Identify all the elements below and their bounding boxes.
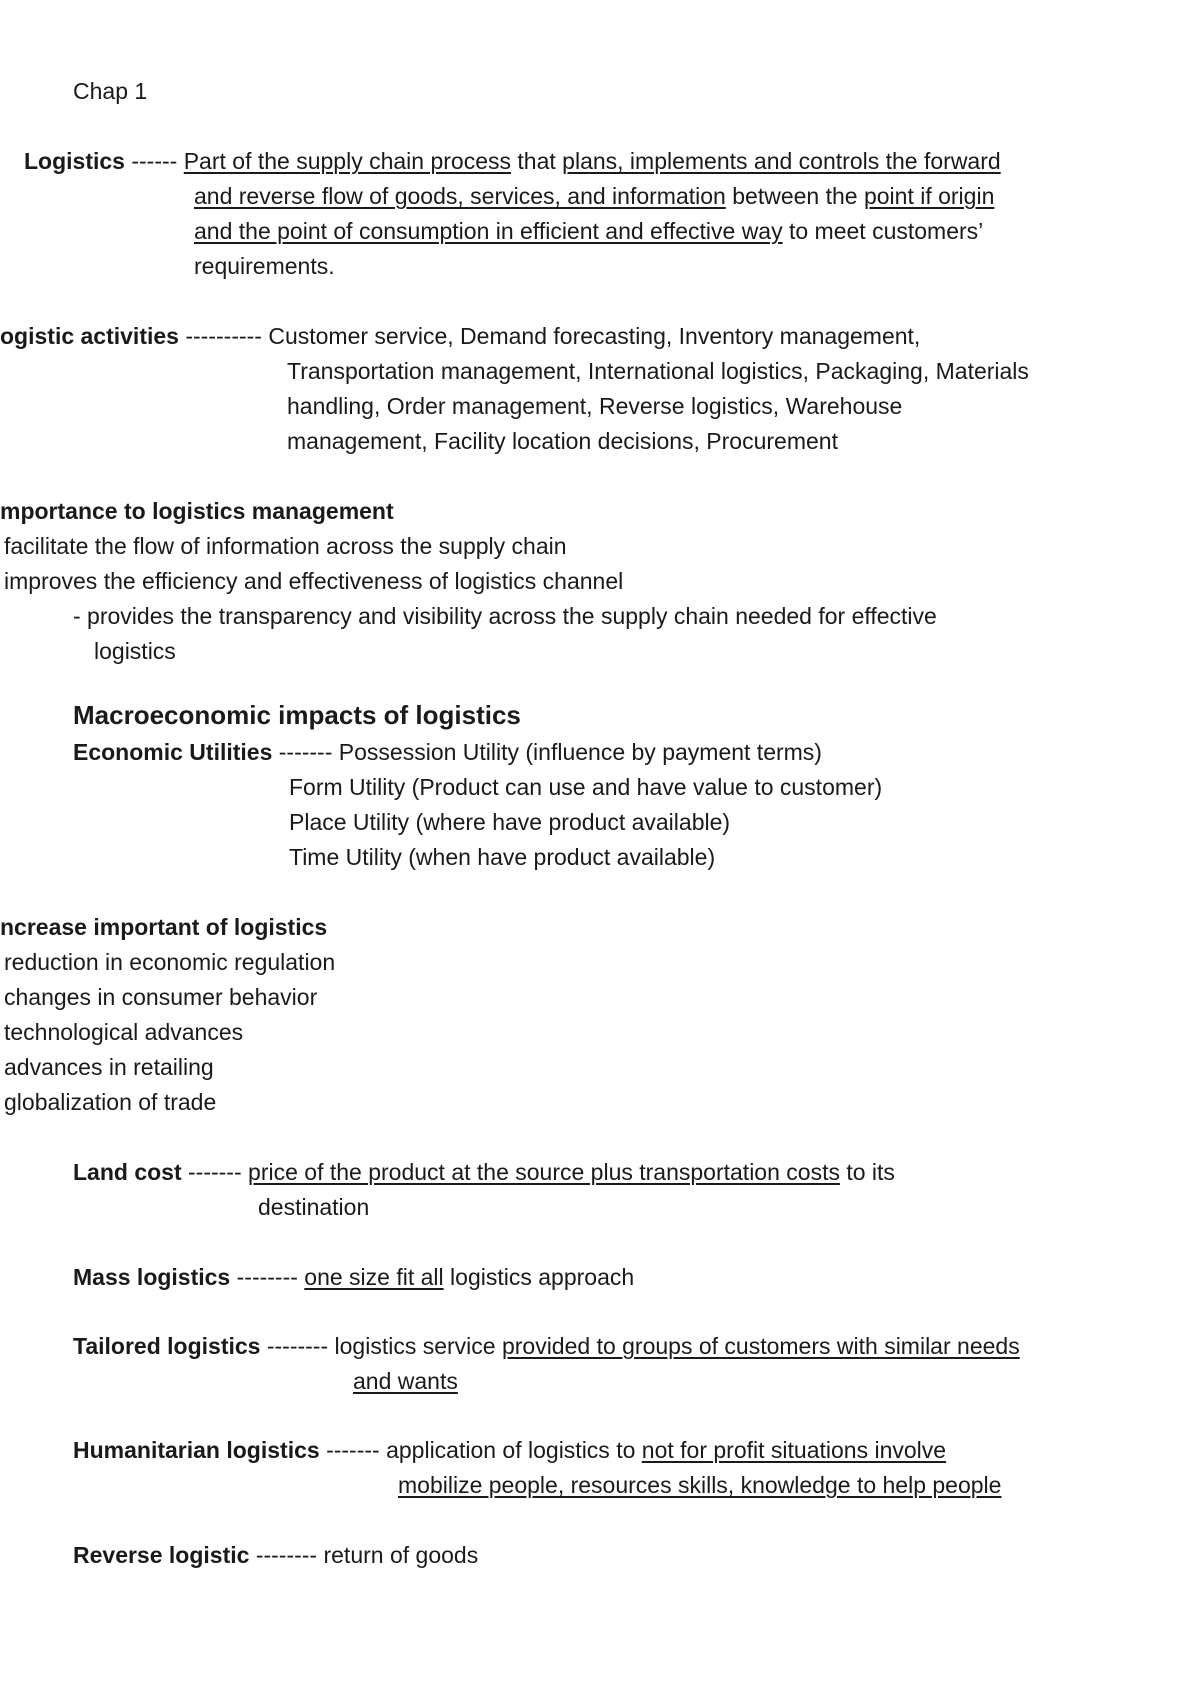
- utility-item: Form Utility (Product can use and have value to customer): [289, 774, 883, 800]
- separator: --------: [255, 1542, 318, 1568]
- chapter-title: Chap 1: [73, 78, 148, 104]
- activities-line-2: Transportation management, International logistics, Packaging, Materials: [287, 358, 1029, 384]
- mass-logistics-term: Mass logistics: [73, 1264, 231, 1290]
- mass-logistics-line: [73, 1262, 634, 1292]
- text: return of goods: [323, 1542, 479, 1568]
- activities-text: Customer service, Demand forecasting, Inventory management,: [268, 323, 921, 349]
- tailored-logistics-line-1: [73, 1331, 1020, 1361]
- humanitarian-logistics-line-2: [398, 1470, 1001, 1500]
- logistic-activities-line-1: [0, 321, 920, 351]
- utility-item: Place Utility (where have product available): [289, 809, 731, 835]
- text: logistics service: [334, 1333, 502, 1359]
- logistics-term: Logistics: [24, 148, 125, 174]
- activities-line-3: handling, Order management, Reverse logistics, Warehouse: [287, 393, 903, 419]
- economic-utilities-line-1: [73, 737, 822, 767]
- separator: -------: [326, 1437, 380, 1463]
- economic-utilities-term: Economic Utilities: [73, 739, 273, 765]
- land-cost-line-2: destination: [258, 1194, 370, 1220]
- importance-item: improves the efficiency and effectiveness of logistics channel: [4, 568, 624, 594]
- separator: --------: [236, 1264, 298, 1290]
- underlined-text: provided to groups of customers with similar needs: [501, 1333, 1020, 1359]
- logistics-def-line-2: [194, 181, 994, 211]
- increase-item: technological advances: [4, 1019, 244, 1045]
- separator: --------: [266, 1333, 329, 1359]
- activities-line-4: management, Facility location decisions, Procurement: [287, 428, 838, 454]
- text: application of logistics to: [386, 1437, 642, 1463]
- humanitarian-logistics-line-1: [73, 1435, 946, 1465]
- logistics-def-line-3: [194, 216, 983, 246]
- underlined-text: and the point of consumption in efficient and effective way: [194, 218, 783, 244]
- text: logistics approach: [443, 1264, 635, 1290]
- separator: -------: [188, 1159, 242, 1185]
- reverse-logistic-term: Reverse logistic: [73, 1542, 250, 1568]
- underlined-text: plans, implements and controls the forward: [562, 148, 1001, 174]
- utility-item: Time Utility (when have product available): [289, 844, 716, 870]
- underlined-text: price of the product at the source plus transportation costs: [248, 1159, 840, 1185]
- separator: ----------: [185, 323, 262, 349]
- importance-item: - provides the transparency and visibility across the supply chain needed for effective: [73, 603, 937, 629]
- reverse-logistic-line: [73, 1540, 478, 1570]
- separator: ------: [131, 148, 178, 174]
- separator: -------: [278, 739, 333, 765]
- underlined-text: not for profit situations involve: [641, 1437, 947, 1463]
- land-cost-line-1: [73, 1157, 895, 1187]
- importance-heading: mportance to logistics management: [0, 498, 394, 524]
- increase-heading: ncrease important of logistics: [0, 914, 328, 940]
- increase-item: globalization of trade: [4, 1089, 217, 1115]
- underlined-text: and reverse flow of goods, services, and information: [194, 183, 726, 209]
- increase-item: changes in consumer behavior: [4, 984, 318, 1010]
- underlined-text: point if origin: [863, 183, 995, 209]
- underlined-text: mobilize people, resources skills, knowledge to help people: [398, 1472, 1002, 1498]
- logistics-def-line-4: requirements.: [194, 253, 335, 279]
- text: to its: [839, 1159, 895, 1185]
- tailored-logistics-term: Tailored logistics: [73, 1333, 261, 1359]
- macro-heading: Macroeconomic impacts of logistics: [73, 700, 521, 730]
- underlined-text: Part of the supply chain process: [183, 148, 512, 174]
- tailored-logistics-line-2: [353, 1366, 458, 1396]
- humanitarian-logistics-term: Humanitarian logistics: [73, 1437, 320, 1463]
- underlined-text: and wants: [353, 1368, 458, 1394]
- text: to meet customers’: [782, 218, 984, 244]
- text: that: [511, 148, 563, 174]
- increase-item: reduction in economic regulation: [4, 949, 336, 975]
- logistic-activities-term: ogistic activities: [0, 323, 179, 349]
- text: between the: [725, 183, 864, 209]
- utility-item: Possession Utility (influence by payment terms): [338, 739, 822, 765]
- underlined-text: one size fit all: [304, 1264, 444, 1290]
- land-cost-term: Land cost: [73, 1159, 182, 1185]
- logistics-def-line-1: [24, 146, 1001, 176]
- importance-item-continued: logistics: [94, 638, 176, 664]
- increase-item: advances in retailing: [4, 1054, 214, 1080]
- importance-item: facilitate the flow of information across the supply chain: [4, 533, 567, 559]
